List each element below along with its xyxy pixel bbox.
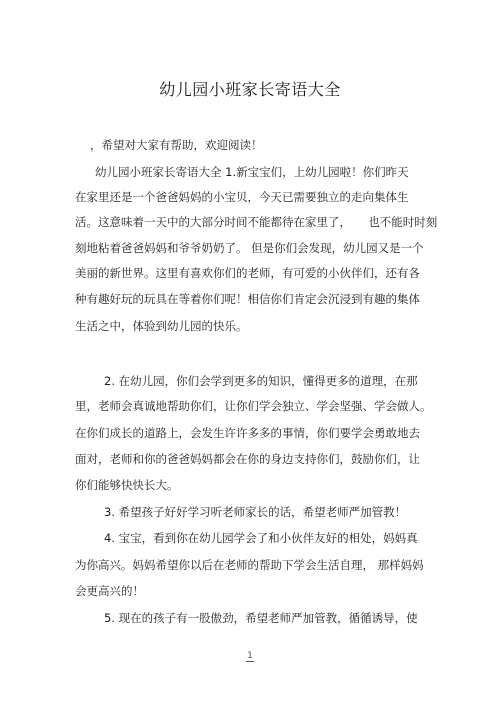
text-line: 在你们成长的道路上，会发生许许多多的事情，你们要学会勇敢地去 <box>75 426 420 440</box>
page-number-value: 1 <box>247 651 253 661</box>
text-line: 会更高兴的！ <box>75 584 144 598</box>
text-line: 种有趣好玩的玩具在等着你们呢！相信你们肯定会沉浸到有趣的集体 <box>75 292 420 306</box>
text-line: 3. 希望孩子好好学习听老师家长的话，希望老师严加管教！ <box>104 505 407 519</box>
text-line: 2. 在幼儿园，你们会学到更多的知识，懂得更多的道理，在那 <box>104 374 418 388</box>
text-line: 在家里还是一个爸爸妈妈的小宝贝，今天已需要独立的走向集体生 <box>75 190 409 204</box>
text-line: 活。这意味着一天中的大部分时间不能都待在家里了， 也不能时时刻 <box>75 215 438 229</box>
text-line: 刻地粘着爸爸妈妈和爷爷奶奶了。 但是你们会发现，幼儿园又是一个 <box>75 241 424 255</box>
text-line: 幼儿园小班家长寄语大全 1.新宝宝们，上幼儿园啦！你们昨天 <box>95 165 409 179</box>
text-line: 为你高兴。妈妈希望你以后在老师的帮助下学会生活自理， 那样妈妈 <box>75 558 424 572</box>
text-line: ，希望对大家有帮助，欢迎阅读！ <box>90 138 263 152</box>
text-line: 美丽的新世界。这里有喜欢你们的老师，有可爱的小伙伴们，还有各 <box>75 266 420 280</box>
text-line: 你们能够快快长大。 <box>75 478 179 492</box>
text-line: 4. 宝宝，看到你在幼儿园学会了和小伙伴友好的相处，妈妈真 <box>104 531 418 545</box>
text-line: 面对，老师和你的爸爸妈妈都会在你的身边支持你们，鼓励你们，让 <box>75 452 420 466</box>
document-title: 幼儿园小班家长寄语大全 <box>159 80 341 99</box>
text-line: 里，老师会真诚地帮助你们，让你们学会独立、学会坚强、学会做人。 <box>75 399 432 413</box>
page-number <box>0 651 500 662</box>
text-line: 5. 现在的孩子有一股傲劲，希望老师严加管教，循循诱导，使 <box>104 611 418 625</box>
text-line: 生活之中，体验到幼儿园的快乐。 <box>75 319 248 333</box>
